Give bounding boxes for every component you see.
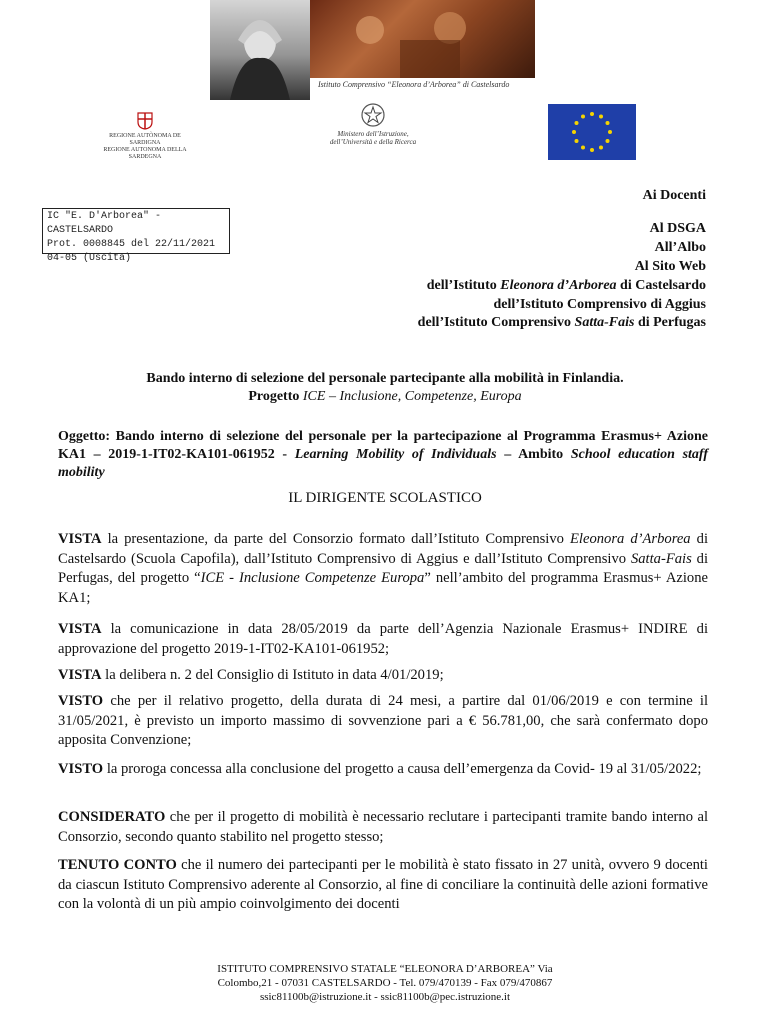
paragraph-vista-2	[58, 620, 708, 659]
recipient-castelsardo-a: dell’Istituto	[426, 278, 501, 293]
sardegna-logo	[100, 112, 190, 161]
p1-b: Eleonora d’Arborea	[570, 531, 691, 547]
p3-text: la delibera n. 2 del Consiglio di Istituto in data 4/01/2019;	[101, 667, 444, 683]
oggetto	[58, 428, 708, 482]
recipient-castelsardo	[427, 276, 706, 295]
title-line2-b: ICE – Inclusione, Competenze, Europa	[302, 389, 522, 404]
p5-keyword: VISTO	[58, 761, 104, 777]
recipient-castelsardo-b: Eleonora d’Arborea	[500, 278, 617, 293]
oggetto-part1: Oggetto: Bando interno di selezione del personale per la partecipazione al Programma Erasmus+ Azione KA1 – 2019-1-IT02-KA101-061952 -	[58, 429, 708, 462]
recipient-perfugas-c: di Perfugas	[634, 315, 706, 330]
title-line2	[0, 389, 770, 405]
ministero-logo	[318, 102, 428, 146]
recipient-albo: All’Albo	[654, 240, 706, 255]
stamp-line3: 04-05 (Uscita)	[47, 253, 132, 264]
oggetto-part2: Learning Mobility of Individuals	[294, 447, 497, 462]
protocol-stamp	[42, 208, 230, 264]
recipient-docenti: Ai Docenti	[642, 188, 706, 203]
ministero-line2: dell’Università e della Ricerca	[329, 138, 417, 146]
sardegna-emblem-icon	[137, 112, 153, 130]
recipient-perfugas-a: dell’Istituto Comprensivo	[417, 315, 575, 330]
oggetto-part3: – Ambito	[496, 447, 571, 462]
footer-line3: ssic81100b@istruzione.it - ssic81100b@pec.istruzione.it	[259, 991, 511, 1003]
p1-d: Satta-Fais	[630, 550, 692, 567]
footer	[150, 962, 620, 1004]
recipient-perfugas-b: Satta-Fais	[574, 315, 635, 330]
p1-g: ” nell’ambito del programma Erasmus+ Azione KA1;	[58, 570, 708, 606]
p1-f: ICE - Inclusione Competenze Europa	[200, 570, 425, 586]
oggetto-part4: School education staff mobility	[58, 447, 708, 480]
p1-c: di Castelsardo (Scuola Capofila), dall’Istituto Comprensivo di Aggius e dall’Istituto Comprensivo	[58, 531, 708, 567]
p3-keyword: VISTA	[58, 667, 102, 683]
sardegna-line2: REGIONE AUTONOMA DELLA SARDEGNA	[103, 147, 187, 160]
title-line2-a: Progetto	[248, 389, 303, 404]
dirigente-heading: IL DIRIGENTE SCOLASTICO	[288, 490, 482, 506]
title-line1: Bando interno di selezione del personale partecipante alla mobilità in Finlandia.	[146, 371, 624, 386]
school-caption: Istituto Comprensivo “Eleonora d’Arborea” di Castelsardo	[318, 80, 510, 89]
p4-keyword: VISTO	[58, 693, 104, 709]
recipient-dsga: Al DSGA	[649, 221, 706, 236]
p4-text: che per il relativo progetto, della durata di 24 mesi, a partire dal 01/06/2019 e con termine il 31/05/2021, è previsto un importo massimo di sovvenzione pari a € 56.781,00, che sarà confermato dopo apposita Convenzione;	[58, 693, 708, 748]
paragraph-considerato	[58, 808, 708, 847]
paragraph-tenuto-conto	[58, 856, 708, 915]
p7-keyword: TENUTO CONTO	[58, 857, 177, 873]
italy-emblem-icon	[360, 102, 386, 128]
p2-keyword: VISTA	[58, 621, 102, 637]
paragraph-vista-3	[58, 666, 708, 686]
ministero-line1: Ministero dell’Istruzione,	[337, 130, 409, 138]
sardegna-line1: REGIONE AUTÒNOMA DE SARDIGNA	[109, 133, 181, 146]
footer-line1: ISTITUTO COMPRENSIVO STATALE “ELEONORA D’ARBOREA” Via	[217, 963, 553, 975]
p2-text: la comunicazione in data 28/05/2019 da parte dell’Agenzia Nazionale Erasmus+ INDIRE di approvazione del progetto 2019-1-IT02-KA101-061952;	[58, 621, 708, 657]
recipient-aggius: dell’Istituto Comprensivo di Aggius	[493, 297, 706, 312]
paragraph-visto-2	[58, 760, 708, 780]
p6-keyword: CONSIDERATO	[58, 809, 166, 825]
stamp-line1: IC "E. D'Arborea" - CASTELSARDO	[47, 211, 162, 236]
portrait-image	[210, 0, 310, 100]
p1-keyword: VISTA	[58, 531, 102, 547]
recipient-castelsardo-c: di Castelsardo	[616, 278, 706, 293]
recipient-sito-web: Al Sito Web	[634, 259, 706, 274]
recipient-perfugas	[418, 313, 706, 332]
p1-a: la presentazione, da parte del Consorzio formato dall’Istituto Comprensivo	[101, 531, 570, 547]
p1-e: di Perfugas, del progetto “	[58, 550, 709, 586]
paragraph-visto-1	[58, 692, 708, 751]
paragraph-vista-1	[58, 530, 708, 608]
footer-line2: Colombo,21 - 07031 CASTELSARDO - Tel. 079/470139 - Fax 079/470867	[217, 977, 553, 989]
stamp-line2: Prot. 0008845 del 22/11/2021	[47, 239, 216, 250]
p6-text: che per il progetto di mobilità è necessario reclutare i partecipanti tramite bando interno al Consorzio, secondo quanto stabilito nel progetto stesso;	[58, 809, 708, 845]
p7-text: che il numero dei partecipanti per le mobilità è stato fissato in 27 unità, ovvero 9 docenti da ciascun Istituto Comprensivo aderente al Consorzio, al fine di conciliare la continuità delle azioni formative con la volontà di un più ampio coinvolgimento dei docenti	[58, 857, 708, 912]
painting-image	[310, 0, 535, 78]
p5-text: la proroga concessa alla conclusione del progetto a causa dell’emergenza da Covid- 19 al 31/05/2022;	[103, 761, 702, 777]
eu-flag-icon	[548, 104, 636, 160]
